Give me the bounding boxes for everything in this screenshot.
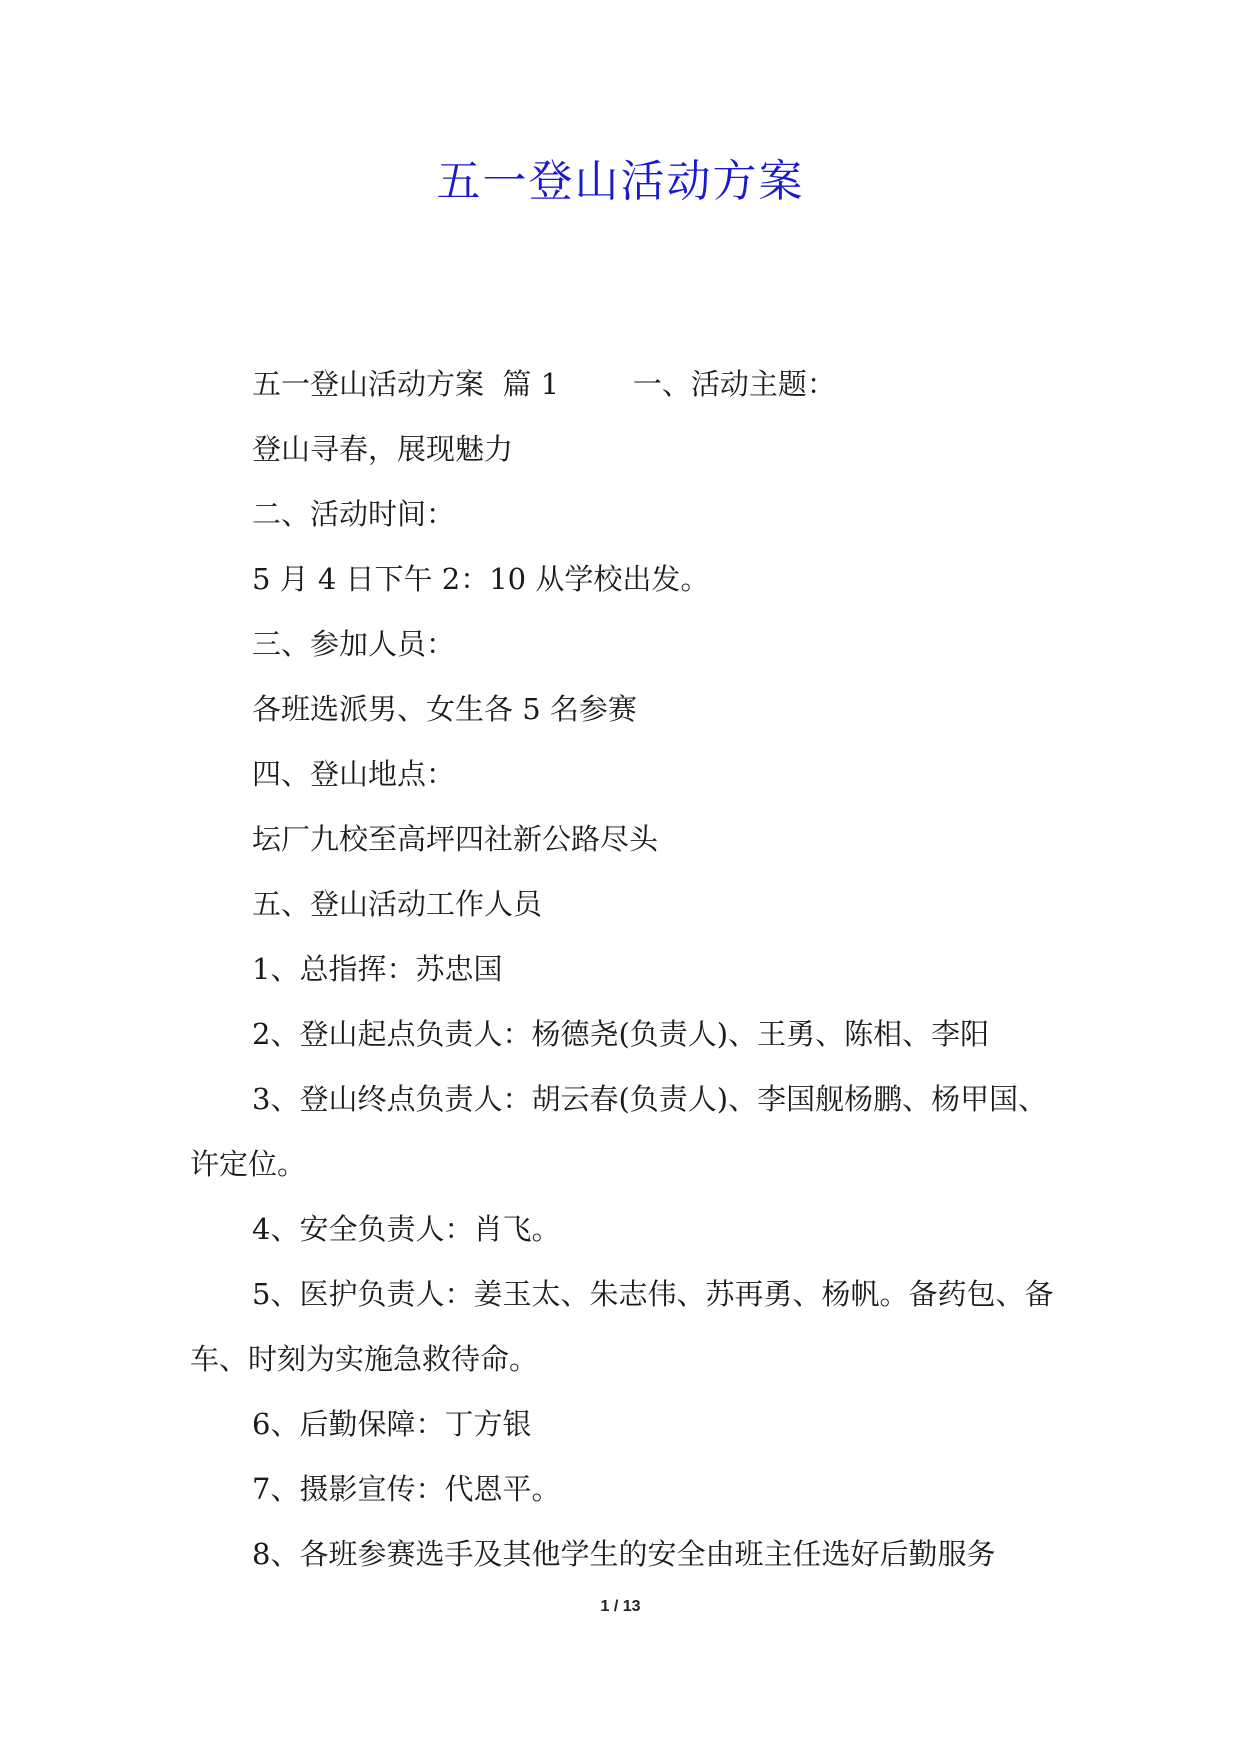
paragraph-participants-heading: 三、参加人员： (252, 627, 456, 661)
document-body (190, 352, 1070, 1587)
paragraph-staff-4: 4、安全负责人：肖飞。 (252, 1212, 561, 1246)
paragraph-staff-6: 6、后勤保障：丁方银 (252, 1407, 532, 1441)
page-number: 1 / 13 (600, 1598, 641, 1615)
paragraph-staff-1: 1、总指挥：苏忠国 (252, 952, 503, 986)
paragraph-theme-heading: 五一登山活动方案 篇 1 一、活动主题： (252, 367, 836, 401)
paragraph-staff-3: 3、登山终点负责人：胡云春(负责人)、李国舰杨鹏、杨甲国、许定位。 (190, 1082, 1048, 1181)
paragraph-time: 5 月 4 日下午 2：10 从学校出发。 (252, 562, 710, 596)
paragraph-participants: 各班选派男、女生各 5 名参赛 (252, 692, 637, 726)
paragraph-location-heading: 四、登山地点： (252, 757, 456, 791)
paragraph-staff-5: 5、医护负责人：姜玉太、朱志伟、苏再勇、杨帆。备药包、备车、时刻为实施急救待命。 (190, 1277, 1054, 1376)
paragraph-theme: 登山寻春，展现魅力 (252, 432, 514, 466)
document-title: 五一登山活动方案 (436, 156, 805, 207)
paragraph-time-heading: 二、活动时间： (252, 497, 456, 531)
paragraph-staff-heading: 五、登山活动工作人员 (252, 887, 543, 921)
paragraph-location: 坛厂九校至高坪四社新公路尽头 (252, 822, 659, 856)
paragraph-staff-8: 8、各班参赛选手及其他学生的安全由班主任选好后勤服务 (252, 1537, 996, 1571)
paragraph-staff-2: 2、登山起点负责人：杨德尧(负责人)、王勇、陈相、李阳 (252, 1017, 990, 1051)
paragraph-staff-7: 7、摄影宣传：代恩平。 (252, 1472, 561, 1506)
